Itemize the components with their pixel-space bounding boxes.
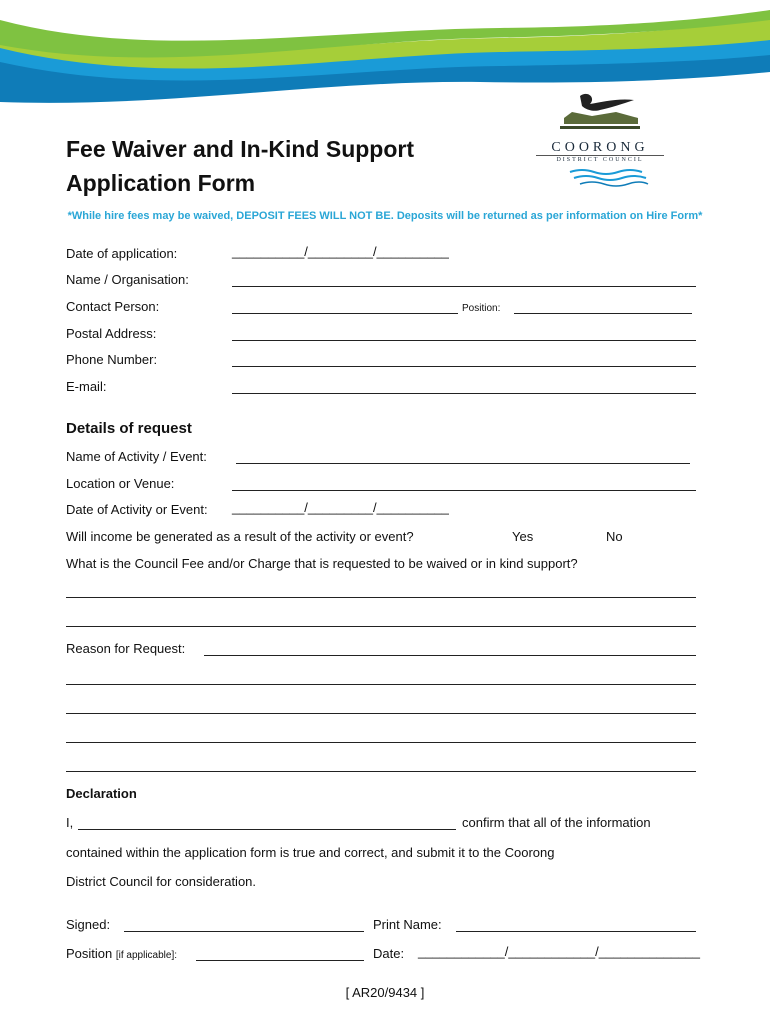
fee-answer-line-1[interactable] xyxy=(66,597,696,598)
declarant-name-field[interactable] xyxy=(78,829,456,830)
declarant-position-field[interactable] xyxy=(196,960,364,961)
reason-line-3[interactable] xyxy=(66,713,696,714)
details-heading: Details of request xyxy=(66,420,192,437)
pelican-logo-icon xyxy=(530,88,670,140)
position-field[interactable] xyxy=(514,313,692,314)
declaration-text-line-3: District Council for consideration. xyxy=(66,874,257,889)
print-name-label: Print Name: xyxy=(373,917,442,932)
activity-date-label: Date of Activity or Event: xyxy=(66,502,208,517)
council-logo xyxy=(530,88,670,188)
water-waves-icon xyxy=(530,168,670,188)
reason-line-4[interactable] xyxy=(66,742,696,743)
date-of-application-label: Date of application: xyxy=(66,246,178,261)
title-line-2: Application Form xyxy=(66,170,256,196)
fee-question: What is the Council Fee and/or Charge that is requested to be waived or in kind support? xyxy=(66,556,578,571)
email-field[interactable] xyxy=(232,393,696,394)
reason-line-2[interactable] xyxy=(66,684,696,685)
income-question: Will income be generated as a result of the activity or event? xyxy=(66,529,414,544)
contact-person-field[interactable] xyxy=(232,313,458,314)
position-text: Position xyxy=(66,946,113,961)
contact-person-label: Contact Person: xyxy=(66,299,160,314)
location-field[interactable] xyxy=(232,490,696,491)
activity-date-field[interactable]: __________/_________/__________ xyxy=(232,500,449,515)
postal-address-label: Postal Address: xyxy=(66,326,157,341)
signed-label: Signed: xyxy=(66,917,111,932)
print-name-field[interactable] xyxy=(456,931,696,932)
date-label: Date: xyxy=(373,946,405,961)
page-title xyxy=(66,132,506,200)
logo-subtitle: DISTRICT COUNCIL xyxy=(556,157,644,163)
income-yes-option[interactable]: Yes xyxy=(512,529,534,544)
name-organisation-label: Name / Organisation: xyxy=(66,272,189,287)
phone-number-label: Phone Number: xyxy=(66,352,158,367)
activity-name-field[interactable] xyxy=(236,463,690,464)
logo-name: COORONG xyxy=(551,140,649,155)
declaration-date-field[interactable]: ____________/____________/______________ xyxy=(418,944,700,959)
declaration-i-label: I, xyxy=(66,815,74,830)
phone-number-field[interactable] xyxy=(232,366,696,367)
reason-label: Reason for Request: xyxy=(66,641,186,656)
declaration-text-line-2: contained within the application form is true and correct, and submit it to the Coorong xyxy=(66,845,555,860)
if-applicable-note: [if applicable]: xyxy=(115,950,178,961)
declarant-position-label xyxy=(66,946,177,964)
income-no-option[interactable]: No xyxy=(606,529,623,544)
reason-line-5[interactable] xyxy=(66,771,696,772)
fee-answer-line-2[interactable] xyxy=(66,626,696,627)
reason-line-1[interactable] xyxy=(204,655,696,656)
name-organisation-field[interactable] xyxy=(232,286,696,287)
activity-name-label: Name of Activity / Event: xyxy=(66,449,207,464)
location-label: Location or Venue: xyxy=(66,476,175,491)
email-label: E-mail: xyxy=(66,379,107,394)
deposit-notice: *While hire fees may be waived, DEPOSIT FEES WILL NOT BE. Deposits will be returned as per information on Hire Form* xyxy=(67,210,703,222)
postal-address-field[interactable] xyxy=(232,340,696,341)
declaration-confirm-text: confirm that all of the information xyxy=(462,815,651,830)
declaration-heading: Declaration xyxy=(66,786,137,801)
position-label: Position: xyxy=(462,303,501,314)
signature-field[interactable] xyxy=(124,931,364,932)
date-of-application-field[interactable]: __________/_________/__________ xyxy=(232,244,449,259)
document-reference: [ AR20/9434 ] xyxy=(345,985,425,1000)
title-line-1: Fee Waiver and In-Kind Support xyxy=(66,136,414,162)
